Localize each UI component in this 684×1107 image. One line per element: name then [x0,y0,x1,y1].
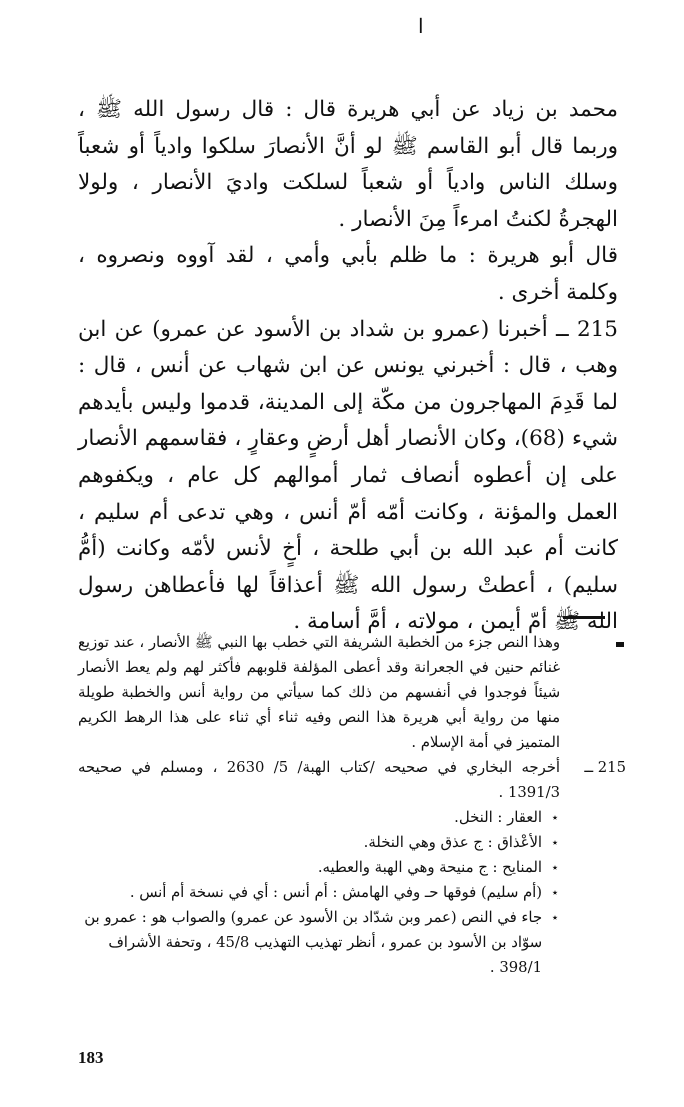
main-text [78,92,618,641]
footnote-1 [78,630,626,755]
paragraph-2: قال أبو هريرة : ما ظلم بأبي وأمي ، لقد آووه ونصروه ، وكلمة أخرى . [78,243,618,305]
footnote-215 [78,755,626,805]
sub-note-2-text: الأعْذاق : ج عذق وهي النخلة. [363,834,542,851]
sub-note-1-text: العقار : النخل. [454,809,542,826]
footnote-1-text: وهذا النص جزء من الخطبة الشريفة التي خطب بها النبي ﷺ الأنصار ، عند توزيع غنائم حنين في الجعرانة وقد أعطى المؤلفة قلوبهم فأكثر لهم ولم يعط الأنصار شيئاً فوجدوا في أنفسهم من ذلك كما سيأتي من رواية أنس والخطبة طويلة منها من رواية أبي هريرة هذا النص وفيه ثناء أي ثناء على هذا الرهط الكريم المتميز في أمة الإسلام . [78,634,560,751]
sub-note-3-text: المنايح : ج منيحة وهي الهبة والعطيه. [317,859,542,876]
page-top-mark: ا [418,14,424,38]
sub-note-4 [78,880,626,905]
footnotes [78,630,626,980]
sub-note-3 [78,855,626,880]
sub-note-5 [78,905,626,980]
star-icon: ٭ [552,861,558,874]
sub-note-1 [78,805,626,830]
star-icon: ٭ [552,811,558,824]
paragraph-1: محمد بن زياد عن أبي هريرة قال : قال رسول الله ﷺ ، وربما قال أبو القاسم ﷺ لو أنَّ الأنصارَ سلكوا وادياً أو شعباً وسلك الناس وادياً أو شعباً لسلكت واديَ الأنصار ، ولولا الهجرةُ لكنتُ امرءاً مِنَ الأنصار . [78,97,618,232]
star-icon: ٭ [552,836,558,849]
page-number: 183 [78,1048,104,1067]
sub-note-4-text: (أم سليم) فوقها حـ وفي الهامش : أم أنس : أي في نسخة أم أنس . [129,884,542,901]
sub-note-5-text: جاء في النص (عمر وبن شدّاد بن الأسود عن عمرو) والصواب هو : عمرو بن سوّاد بن الأسود بن عمرو ، أنظر تهذيب التهذيب 45/8 ، وتحفة الأشراف 398/1 . [84,909,542,976]
footnote-215-marker: 215 ــ [584,759,626,776]
footnote-marker-box [566,630,626,655]
star-icon: ٭ [552,886,558,899]
footnote-215-text: أخرجه البخاري في صحيحه /كتاب الهبة/ 5/ 2630 ، ومسلم في صحيحه 1391/3 . [78,759,560,801]
star-icon: ٭ [552,911,558,924]
paragraph-215: 215 ــ أخبرنا (عمرو بن شداد بن الأسود عن عمرو) عن ابن وهب ، قال : أخبرني يونس عن ابن شهاب عن أنس ، قال : لما قَدِمَ المهاجرون من مكّة إلى المدينة، قدموا وليس بأيدهم شيء (68)، وكان الأنصار أهل أرضٍ وعقارٍ ، فقاسمهم الأنصار على إن أعطوه أنصاف ثمار أموالهم كل عام ، ويكفوهم العمل والمؤنة ، وكانت أمّه أمّ أنس ، وهي تدعى أم سليم ، كانت أم عبد الله بن أبي طلحة ، أخٍ لأنس لأمّه وكانت (أمُّ سليم) ، أعطتْ رسول الله ﷺ أعذاقاً لها فأعطاهن رسول الله ﷺ أمّ أيمن ، مولاته ، أمَّ أسامة . [78,316,618,635]
sub-note-2 [78,830,626,855]
footnote-separator [563,616,605,619]
